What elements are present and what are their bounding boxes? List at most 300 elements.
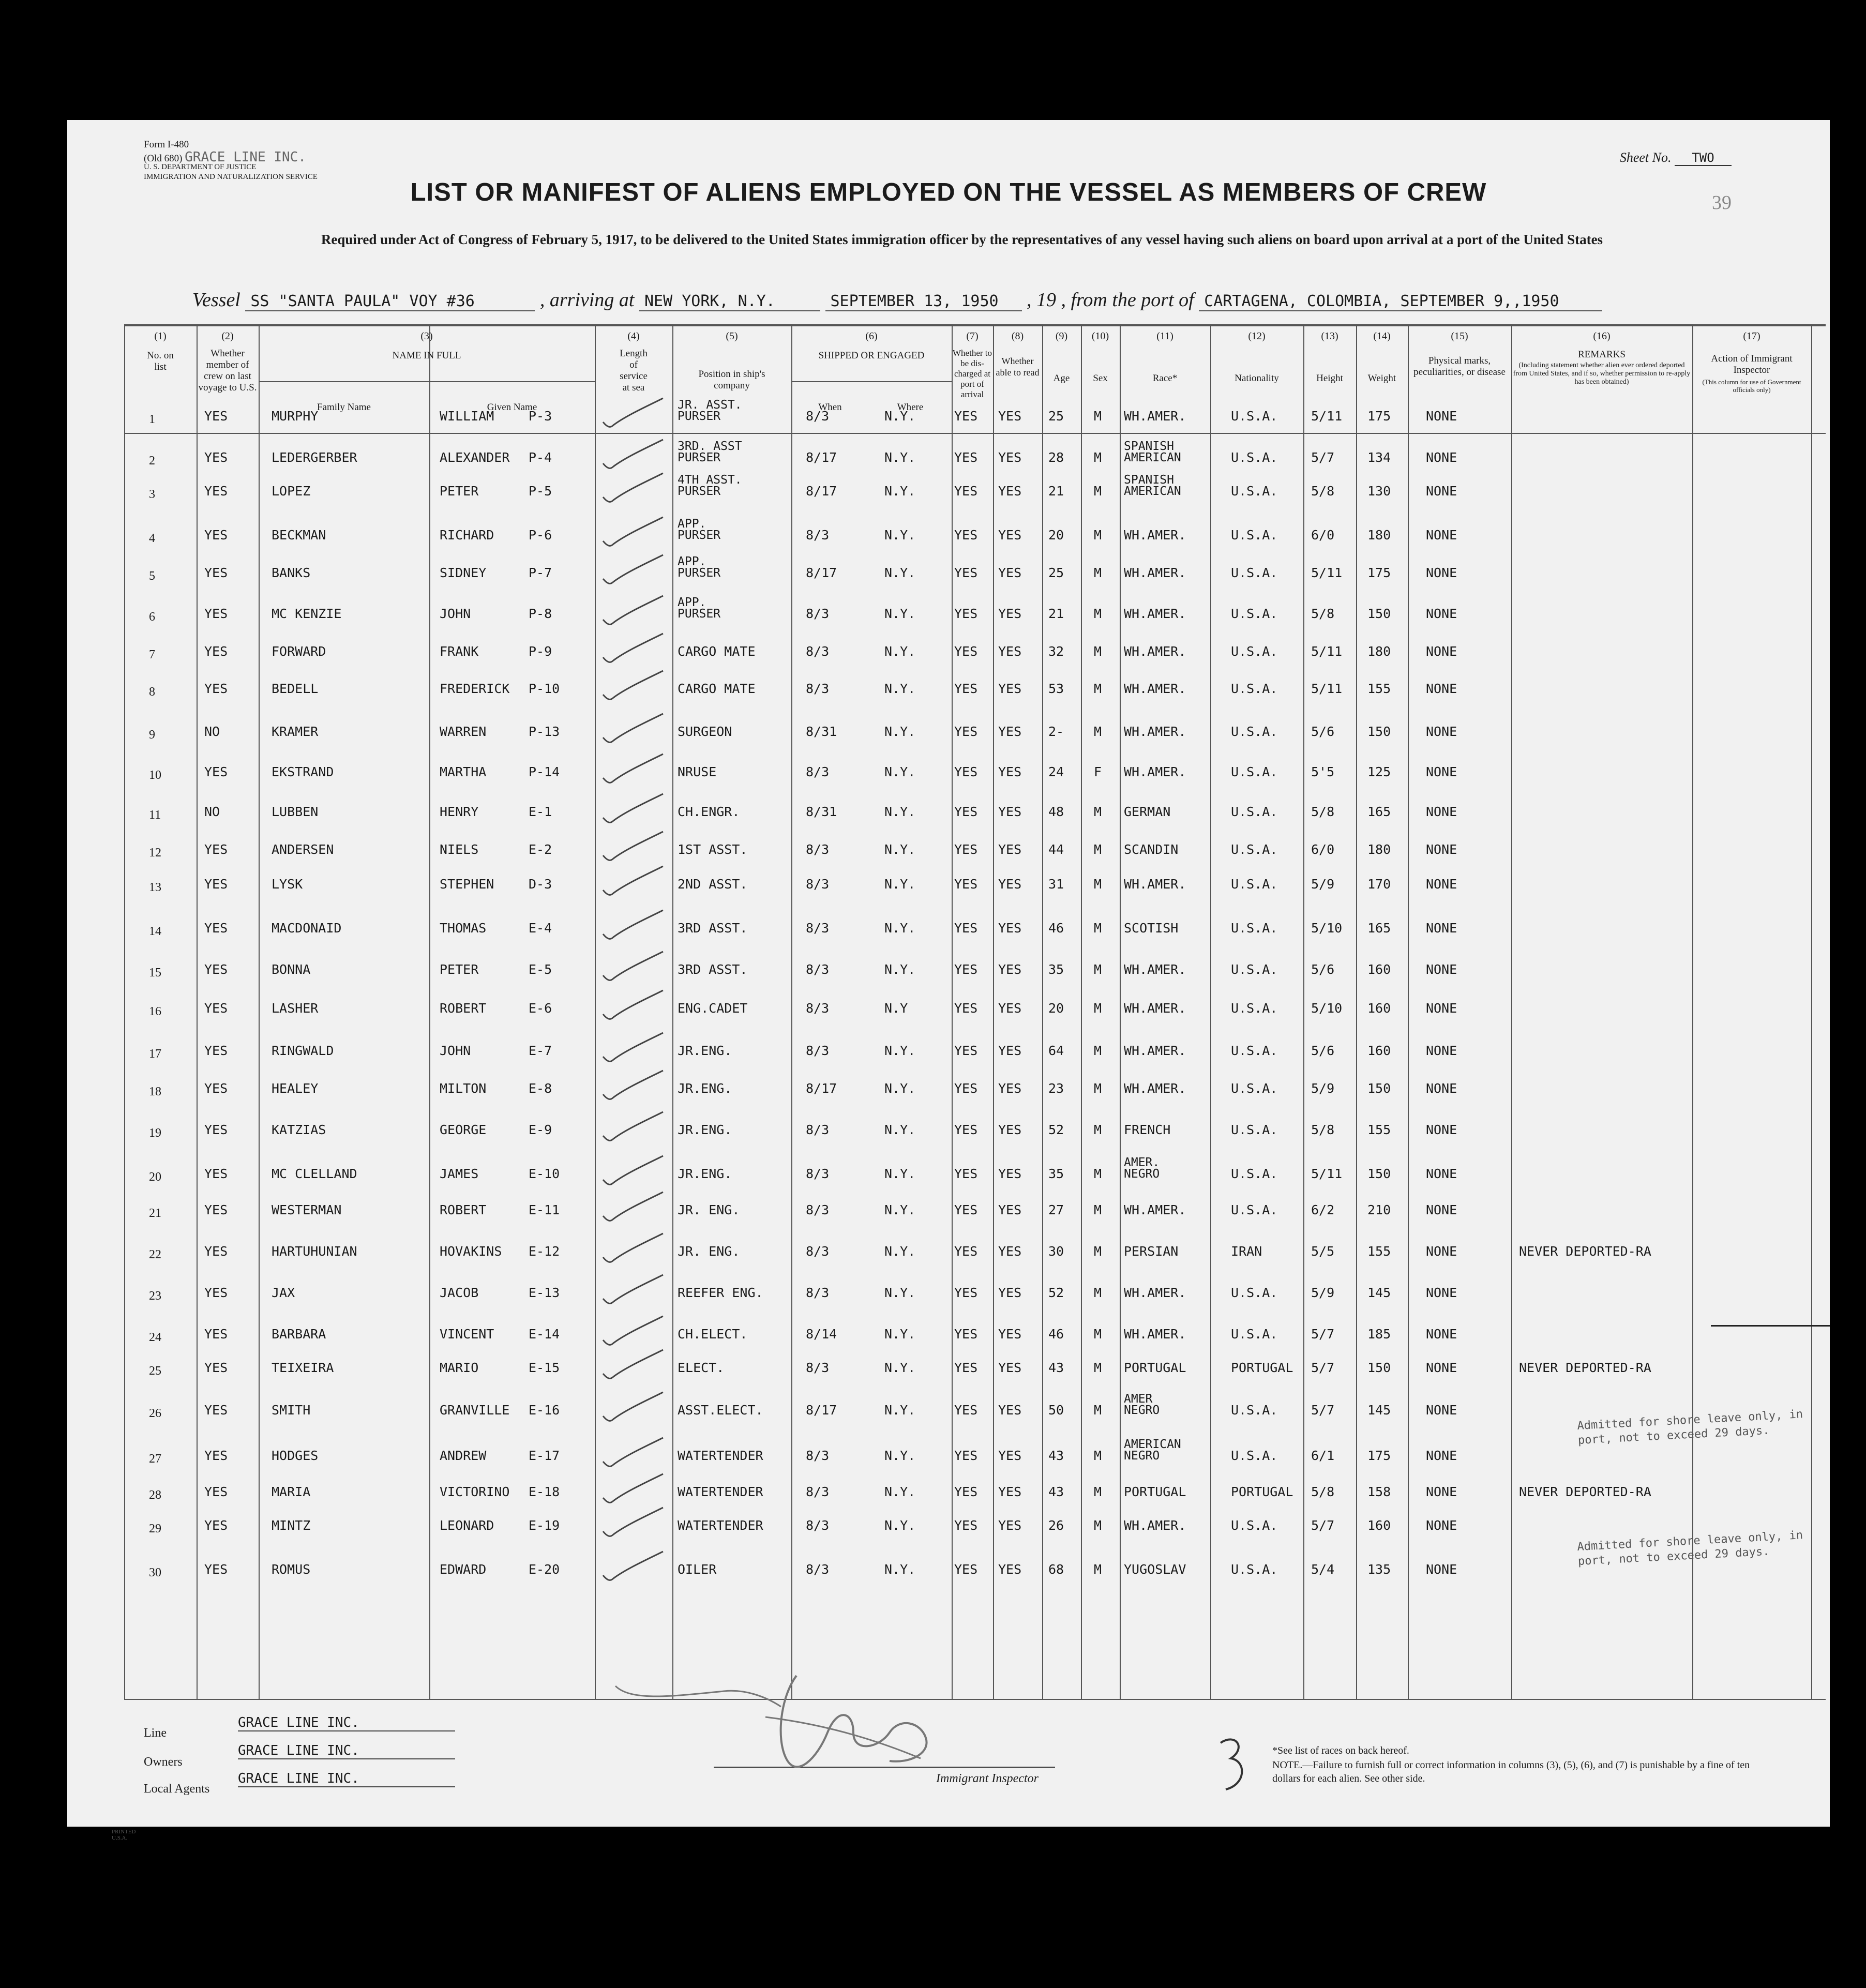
height: 5/6 xyxy=(1311,724,1335,739)
nationality: PORTUGAL xyxy=(1231,1484,1293,1499)
header-bottom-rule xyxy=(124,433,1826,434)
shipped-when: 8/3 xyxy=(806,1360,830,1375)
sheet-value: TWO xyxy=(1675,150,1732,166)
row-number: 13 xyxy=(149,881,161,894)
discharge-status: YES xyxy=(954,1166,978,1181)
weight: 130 xyxy=(1367,484,1391,499)
crew-code: P-9 xyxy=(529,644,552,659)
shipped-when: 8/3 xyxy=(806,606,830,621)
discharge-status: YES xyxy=(954,921,978,936)
nationality: U.S.A. xyxy=(1231,962,1278,977)
sheet-label: Sheet No. xyxy=(1619,150,1672,165)
row-number: 20 xyxy=(149,1170,161,1184)
race: WH.AMER. xyxy=(1124,528,1186,543)
read-status: YES xyxy=(998,1403,1022,1418)
physical-marks: NONE xyxy=(1426,484,1457,499)
given-name: NIELS xyxy=(440,842,479,857)
age: 43 xyxy=(1048,1448,1064,1463)
shipped-when: 8/3 xyxy=(806,921,830,936)
row-number: 18 xyxy=(149,1085,161,1098)
discharge-status: YES xyxy=(954,606,978,621)
given-name: HENRY xyxy=(440,804,479,819)
age: 28 xyxy=(1048,450,1064,465)
vessel-name: SS "SANTA PAULA" VOY #36 xyxy=(245,292,535,311)
physical-marks: NONE xyxy=(1426,565,1457,580)
shipped-when: 8/3 xyxy=(806,842,830,857)
from-port: CARTAGENA, COLOMBIA, SEPTEMBER 9,,1950 xyxy=(1199,292,1602,311)
position: CH.ELECT. xyxy=(678,1327,748,1342)
race: PORTUGAL xyxy=(1124,1484,1186,1499)
race: WH.AMER. xyxy=(1124,962,1186,977)
discharge-status: YES xyxy=(954,962,978,977)
position: ELECT. xyxy=(678,1360,725,1375)
row-number: 14 xyxy=(149,925,161,938)
header-race: Race* xyxy=(1152,373,1178,384)
crew-code: E-5 xyxy=(529,962,552,977)
race: WH.AMER. xyxy=(1124,764,1186,779)
nationality: U.S.A. xyxy=(1231,565,1278,580)
physical-marks: NONE xyxy=(1426,1202,1457,1217)
column-number-c14: (14) xyxy=(1373,330,1391,342)
shipped-where: N.Y. xyxy=(884,1518,916,1533)
position: WATERTENDER xyxy=(678,1518,763,1533)
crew-code: P-7 xyxy=(529,565,552,580)
row-number: 1 xyxy=(149,413,155,426)
crew-code: E-7 xyxy=(529,1043,552,1058)
age: 31 xyxy=(1048,877,1064,892)
crew-code: P-13 xyxy=(529,724,560,739)
shipped-where: N.Y. xyxy=(884,450,916,465)
position: ASST.ELECT. xyxy=(678,1403,763,1418)
read-status: YES xyxy=(998,842,1022,857)
sex: M xyxy=(1094,1285,1102,1300)
physical-marks: NONE xyxy=(1426,1122,1457,1137)
weight: 210 xyxy=(1367,1202,1391,1217)
read-status: YES xyxy=(998,1166,1022,1181)
nationality: U.S.A. xyxy=(1231,644,1278,659)
shipped-where: N.Y. xyxy=(884,681,916,696)
header-service-length: Length of service at sea xyxy=(620,348,648,393)
height: 6/2 xyxy=(1311,1202,1335,1217)
header-able-read: Whether able to read xyxy=(996,356,1040,378)
shipped-when: 8/17 xyxy=(806,565,837,580)
remarks: NEVER DEPORTED-RA xyxy=(1519,1484,1651,1499)
age: 2- xyxy=(1048,724,1064,739)
race: WH.AMER. xyxy=(1124,565,1186,580)
read-status: YES xyxy=(998,1043,1022,1058)
shipped-when: 8/17 xyxy=(806,450,837,465)
shipped-when: 8/3 xyxy=(806,1166,830,1181)
crew-code: E-13 xyxy=(529,1285,560,1300)
discharge-status: YES xyxy=(954,450,978,465)
shipped-when: 8/3 xyxy=(806,1484,830,1499)
height: 5/6 xyxy=(1311,962,1335,977)
row-number: 27 xyxy=(149,1452,161,1466)
height: 5/4 xyxy=(1311,1562,1335,1577)
weight: 160 xyxy=(1367,1518,1391,1533)
nationality: U.S.A. xyxy=(1231,1122,1278,1137)
position: 3RD. ASST PURSER xyxy=(678,440,742,464)
crew-status: YES xyxy=(204,1403,228,1418)
row-number: 2 xyxy=(149,454,155,468)
header-shipped: SHIPPED OR ENGAGED xyxy=(818,350,925,361)
race: WH.AMER. xyxy=(1124,724,1186,739)
shipped-where: N.Y. xyxy=(884,877,916,892)
shipped-where: N.Y. xyxy=(884,1403,916,1418)
given-name: JACOB xyxy=(440,1285,479,1300)
read-status: YES xyxy=(998,1484,1022,1499)
column-number-c5: (5) xyxy=(726,330,738,342)
read-status: YES xyxy=(998,1001,1022,1016)
nationality: U.S.A. xyxy=(1231,1518,1278,1533)
height: 5/9 xyxy=(1311,1081,1335,1096)
check-mark-icon xyxy=(600,751,667,787)
read-status: YES xyxy=(998,1244,1022,1259)
sex: M xyxy=(1094,484,1102,499)
shipped-when: 8/3 xyxy=(806,764,830,779)
physical-marks: NONE xyxy=(1426,1285,1457,1300)
header-weight: Weight xyxy=(1367,373,1396,384)
age: 43 xyxy=(1048,1484,1064,1499)
weight: 175 xyxy=(1367,565,1391,580)
read-status: YES xyxy=(998,1285,1022,1300)
family-name: MACDONAID xyxy=(272,921,342,936)
crew-status: YES xyxy=(204,681,228,696)
age: 32 xyxy=(1048,644,1064,659)
column-number-c13: (13) xyxy=(1321,330,1338,342)
nationality: U.S.A. xyxy=(1231,1001,1278,1016)
crew-status: YES xyxy=(204,1166,228,1181)
race: WH.AMER. xyxy=(1124,1043,1186,1058)
nationality: U.S.A. xyxy=(1231,1327,1278,1342)
read-status: YES xyxy=(998,409,1022,424)
shipped-where: N.Y. xyxy=(884,1562,916,1577)
physical-marks: NONE xyxy=(1426,1327,1457,1342)
row-number: 29 xyxy=(149,1522,161,1535)
form-number xyxy=(144,139,306,165)
column-number-c7: (7) xyxy=(966,330,979,342)
family-name: BARBARA xyxy=(272,1327,326,1342)
row-number: 4 xyxy=(149,532,155,545)
family-name: KATZIAS xyxy=(272,1122,326,1137)
position: JR.ENG. xyxy=(678,1166,732,1181)
physical-marks: NONE xyxy=(1426,528,1457,543)
position: JR.ENG. xyxy=(678,1081,732,1096)
read-status: YES xyxy=(998,804,1022,819)
owners-value: GRACE LINE INC. xyxy=(238,1743,455,1759)
check-mark-icon xyxy=(600,948,667,985)
crew-status: YES xyxy=(204,1244,228,1259)
crew-code: P-10 xyxy=(529,681,560,696)
crew-status: YES xyxy=(204,1562,228,1577)
age: 48 xyxy=(1048,804,1064,819)
given-name: FREDERICK xyxy=(440,681,510,696)
position: 2ND ASST. xyxy=(678,877,748,892)
weight: 125 xyxy=(1367,764,1391,779)
shipped-when: 8/3 xyxy=(806,1244,830,1259)
crew-code: E-8 xyxy=(529,1081,552,1096)
nationality: U.S.A. xyxy=(1231,484,1278,499)
check-mark-icon xyxy=(600,863,667,899)
shipped-when: 8/14 xyxy=(806,1327,837,1342)
given-name: ALEXANDER xyxy=(440,450,510,465)
sex: M xyxy=(1094,1001,1102,1016)
weight: 180 xyxy=(1367,528,1391,543)
family-name: BEDELL xyxy=(272,681,319,696)
footer xyxy=(67,1701,1830,1841)
check-mark-icon xyxy=(600,829,667,865)
family-name: TEIXEIRA xyxy=(272,1360,334,1375)
shipped-when: 8/3 xyxy=(806,644,830,659)
shipped-when: 8/3 xyxy=(806,1285,830,1300)
crew-code: D-3 xyxy=(529,877,552,892)
read-status: YES xyxy=(998,484,1022,499)
given-name: ROBERT xyxy=(440,1202,487,1217)
shipped-where: N.Y. xyxy=(884,921,916,936)
discharge-status: YES xyxy=(954,1001,978,1016)
given-name: WARREN xyxy=(440,724,487,739)
crew-code: E-16 xyxy=(529,1403,560,1418)
position: 3RD ASST. xyxy=(678,962,748,977)
shipped-where: N.Y. xyxy=(884,1081,916,1096)
read-status: YES xyxy=(998,1327,1022,1342)
height: 5/5 xyxy=(1311,1244,1335,1259)
weight: 150 xyxy=(1367,724,1391,739)
crew-code: E-18 xyxy=(529,1484,560,1499)
shipped-where: N.Y. xyxy=(884,565,916,580)
check-mark-icon xyxy=(600,1067,667,1104)
crew-status: YES xyxy=(204,1484,228,1499)
race: WH.AMER. xyxy=(1124,1518,1186,1533)
weight: 165 xyxy=(1367,921,1391,936)
column-number-c12: (12) xyxy=(1248,330,1266,342)
shipped-where: N.Y. xyxy=(884,409,916,424)
sex: M xyxy=(1094,1562,1102,1577)
row-number: 24 xyxy=(149,1331,161,1344)
crew-code: E-15 xyxy=(529,1360,560,1375)
nationality: U.S.A. xyxy=(1231,877,1278,892)
physical-marks: NONE xyxy=(1426,804,1457,819)
age: 43 xyxy=(1048,1360,1064,1375)
crew-code: E-2 xyxy=(529,842,552,857)
nationality: U.S.A. xyxy=(1231,804,1278,819)
check-mark-icon xyxy=(600,593,667,629)
sex: M xyxy=(1094,528,1102,543)
check-mark-icon xyxy=(600,711,667,747)
nationality: U.S.A. xyxy=(1231,1043,1278,1058)
weight: 155 xyxy=(1367,1244,1391,1259)
weight: 155 xyxy=(1367,681,1391,696)
row-number: 3 xyxy=(149,488,155,501)
shipped-where: N.Y. xyxy=(884,962,916,977)
page-number: 39 xyxy=(1712,192,1732,214)
read-status: YES xyxy=(998,1562,1022,1577)
age: 30 xyxy=(1048,1244,1064,1259)
shipped-when: 8/17 xyxy=(806,484,837,499)
age: 35 xyxy=(1048,962,1064,977)
given-name: GEORGE xyxy=(440,1122,487,1137)
given-name: MILTON xyxy=(440,1081,487,1096)
position: REEFER ENG. xyxy=(678,1285,763,1300)
physical-marks: NONE xyxy=(1426,1360,1457,1375)
position: SURGEON xyxy=(678,724,732,739)
position: 4TH ASST. PURSER xyxy=(678,473,742,498)
row-number: 21 xyxy=(149,1207,161,1220)
weight: 158 xyxy=(1367,1484,1391,1499)
age: 46 xyxy=(1048,1327,1064,1342)
shipped-when: 8/3 xyxy=(806,1001,830,1016)
column-number-c3: (3) xyxy=(420,330,433,342)
discharge-status: YES xyxy=(954,1518,978,1533)
year-label: , 19 xyxy=(1027,289,1056,311)
crew-status: YES xyxy=(204,764,228,779)
shipped-where: N.Y. xyxy=(884,804,916,819)
check-mark-icon xyxy=(600,1189,667,1225)
crew-code: E-10 xyxy=(529,1166,560,1181)
nationality: U.S.A. xyxy=(1231,409,1278,424)
crew-status: YES xyxy=(204,842,228,857)
crew-code: P-8 xyxy=(529,606,552,621)
given-name: ROBERT xyxy=(440,1001,487,1016)
header-physical-marks: Physical marks, peculiarities, or disease xyxy=(1413,355,1506,378)
read-status: YES xyxy=(998,565,1022,580)
nationality: U.S.A. xyxy=(1231,606,1278,621)
height: 5/7 xyxy=(1311,1360,1335,1375)
given-name: RICHARD xyxy=(440,528,494,543)
read-status: YES xyxy=(998,450,1022,465)
race: WH.AMER. xyxy=(1124,409,1186,424)
given-name: GRANVILLE xyxy=(440,1403,510,1418)
nationality: U.S.A. xyxy=(1231,724,1278,739)
physical-marks: NONE xyxy=(1426,1518,1457,1533)
shipped-when: 8/17 xyxy=(806,1081,837,1096)
check-mark-icon xyxy=(600,1548,667,1585)
race: PERSIAN xyxy=(1124,1244,1179,1259)
age: 27 xyxy=(1048,1202,1064,1217)
position: CH.ENGR. xyxy=(678,804,740,819)
crew-status: YES xyxy=(204,1081,228,1096)
sex: M xyxy=(1094,644,1102,659)
check-mark-icon xyxy=(600,514,667,550)
check-mark-icon xyxy=(600,1435,667,1471)
discharge-status: YES xyxy=(954,528,978,543)
crew-code: P-5 xyxy=(529,484,552,499)
height: 5/8 xyxy=(1311,1122,1335,1137)
manifest-page xyxy=(67,120,1830,1827)
height: 5/7 xyxy=(1311,1403,1335,1418)
department-name: U. S. DEPARTMENT OF JUSTICE xyxy=(144,163,257,171)
weight: 180 xyxy=(1367,644,1391,659)
table-top-rule xyxy=(124,325,1826,326)
read-status: YES xyxy=(998,1202,1022,1217)
arriving-date: SEPTEMBER 13, 1950 xyxy=(825,292,1022,311)
discharge-status: YES xyxy=(954,1202,978,1217)
shipped-when: 8/3 xyxy=(806,877,830,892)
nationality: U.S.A. xyxy=(1231,1403,1278,1418)
read-status: YES xyxy=(998,724,1022,739)
discharge-status: YES xyxy=(954,804,978,819)
header-remarks: REMARKS xyxy=(1578,349,1626,360)
check-mark-icon xyxy=(600,395,667,431)
height: 5/11 xyxy=(1311,1166,1343,1181)
column-number-c16: (16) xyxy=(1593,330,1611,342)
shipped-where: N.Y. xyxy=(884,528,916,543)
given-name: PETER xyxy=(440,962,479,977)
nationality: PORTUGAL xyxy=(1231,1360,1293,1375)
sex: M xyxy=(1094,1518,1102,1533)
row-number: 26 xyxy=(149,1407,161,1420)
crew-status: YES xyxy=(204,1001,228,1016)
check-mark-icon xyxy=(600,1504,667,1541)
column-number-c8: (8) xyxy=(1011,330,1024,342)
physical-marks: NONE xyxy=(1426,1403,1457,1418)
shipped-when: 8/31 xyxy=(806,804,837,819)
sex: M xyxy=(1094,1081,1102,1096)
discharge-status: YES xyxy=(954,842,978,857)
race: WH.AMER. xyxy=(1124,1001,1186,1016)
shipped-where: N.Y. xyxy=(884,1327,916,1342)
arriving-label: , arriving at xyxy=(539,289,635,311)
height: 5/11 xyxy=(1311,681,1343,696)
physical-marks: NONE xyxy=(1426,1484,1457,1499)
row-number: 22 xyxy=(149,1248,161,1261)
family-name: MC KENZIE xyxy=(272,606,342,621)
family-name: MC CLELLAND xyxy=(272,1166,357,1181)
shipped-where: N.Y. xyxy=(884,644,916,659)
physical-marks: NONE xyxy=(1426,409,1457,424)
row-number: 16 xyxy=(149,1005,161,1018)
sex: M xyxy=(1094,1327,1102,1342)
height: 5/7 xyxy=(1311,450,1335,465)
sex: M xyxy=(1094,877,1102,892)
age: 35 xyxy=(1048,1166,1064,1181)
column-number-c17: (17) xyxy=(1743,330,1760,342)
position: OILER xyxy=(678,1562,717,1577)
crew-status: YES xyxy=(204,1518,228,1533)
row-number: 12 xyxy=(149,846,161,860)
position: APP. PURSER xyxy=(678,555,721,580)
family-name: HODGES xyxy=(272,1448,319,1463)
sex: M xyxy=(1094,450,1102,465)
header-age: Age xyxy=(1053,373,1070,384)
given-name: VINCENT xyxy=(440,1327,494,1342)
vessel-label: Vessel xyxy=(192,289,240,311)
weight: 180 xyxy=(1367,842,1391,857)
height: 5/7 xyxy=(1311,1518,1335,1533)
discharge-status: YES xyxy=(954,409,978,424)
shipped-where: N.Y. xyxy=(884,1244,916,1259)
row-number: 15 xyxy=(149,966,161,980)
agents-value: GRACE LINE INC. xyxy=(238,1771,455,1787)
height: 5/11 xyxy=(1311,644,1343,659)
crew-status: YES xyxy=(204,565,228,580)
crew-status: YES xyxy=(204,962,228,977)
penalty-note: NOTE.—Failure to furnish full or correct information in columns (3), (5), (6), and (7) is punishable by a fine of ten dollars for each alien. See other side. xyxy=(1272,1759,1750,1784)
read-status: YES xyxy=(998,1081,1022,1096)
age: 52 xyxy=(1048,1122,1064,1137)
race: SCOTISH xyxy=(1124,921,1179,936)
line-label: Line xyxy=(144,1726,167,1740)
weight: 175 xyxy=(1367,1448,1391,1463)
discharge-status: YES xyxy=(954,764,978,779)
shipped-when: 8/3 xyxy=(806,1202,830,1217)
voyage-line xyxy=(192,289,1602,311)
weight: 160 xyxy=(1367,962,1391,977)
nationality: U.S.A. xyxy=(1231,921,1278,936)
given-name: HOVAKINS xyxy=(440,1244,502,1259)
height: 5/9 xyxy=(1311,1285,1335,1300)
age: 26 xyxy=(1048,1518,1064,1533)
